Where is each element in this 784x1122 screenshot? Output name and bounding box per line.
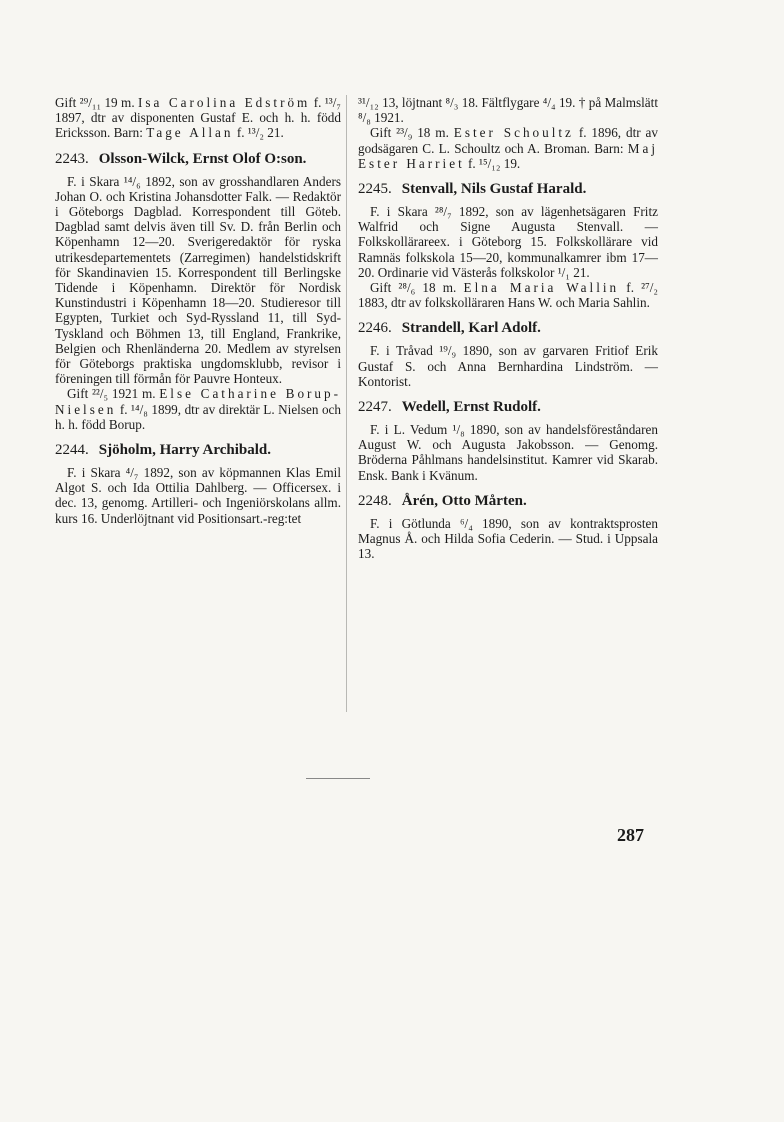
left-column [55, 95, 341, 526]
right-column [358, 95, 658, 561]
entry-number: 2243. [55, 150, 89, 167]
entry-heading [55, 442, 341, 459]
marriage-text: Gift ²⁸/₆ 18 m. [370, 280, 464, 296]
entry-biography: F. i Skara ¹⁴/₆ 1892, son av grosshandlaren Anders Johan O. och Kristina Johansdotter Falk. — Redaktör i Göteborgs Dagblad. Korrespondent till Göteb. Dagblad samt delvis även till Sv. D. från Berlin och Köpenhamn 12—20. Sverigeredaktör för ryska utrikesdepartementets (Zarregimen) handelstidskrift för Skandinavien 15. Korrespondent till Berlingske Tidende i Köpenhamn. Direktör för Nordisk Kunstindustri i Köpenhamn 18—20. Studieresor till Egypten, Turkiet och Syd-Ryssland 11, till Syd-Tyskland och Böhmen 13, till England, Frankrike, Belgien och Rhenländerna 20. Medlem av styrelsen för Göteborgs praktiska ungdomsklubb, revisor i föreningen till förmån för Pauvre Honteux. [55, 173, 341, 387]
entry-number: 2248. [358, 492, 392, 509]
entry-heading [358, 493, 658, 510]
marriage-paragraph [358, 280, 658, 310]
spouse-name: Else Catharine Borup-Nielsen [55, 386, 342, 417]
marriage-text: Gift ²³/₉ 18 m. [370, 125, 454, 141]
marriage-text: f. ²⁷/₂ 1883, dtr av folkskolläraren Hans W. och Maria Sahlin. [358, 280, 658, 311]
entry-number: 2247. [358, 399, 392, 416]
marriage-text: f. ¹³/₂ 21. [233, 125, 284, 141]
child-name: Tage Allan [146, 125, 234, 141]
entry-biography: F. i Tråvad ¹⁹/₉ 1890, son av garvaren Fritiof Erik Gustaf S. och Anna Bernhardina Lindström. — Kontorist. [358, 343, 658, 389]
entry-biography: F. i L. Vedum ¹/₈ 1890, son av handelsföreståndaren August W. och Augusta Jakobsson. — Genomg. Bröderna Påhlmans handelsinstitut. Kamrer vid Skarab. Ensk. Bank i Kvänum. [358, 422, 658, 483]
spouse-name: Ester Schoultz [453, 125, 574, 141]
marriage-text: f. ¹⁵/₁₂ 19. [464, 155, 521, 171]
entry-number: 2245. [358, 181, 392, 198]
spouse-name: Elna Maria Wallin [463, 280, 620, 296]
child-name: Maj Ester Harriet [358, 140, 658, 171]
marriage-paragraph [55, 95, 341, 141]
entry-heading [55, 151, 341, 168]
entry-name: Olsson-Wilck, Ernst Olof O:son. [98, 150, 307, 167]
entry-name: Strandell, Karl Adolf. [401, 320, 541, 337]
entry-heading [358, 399, 658, 416]
marriage-paragraph [358, 125, 658, 171]
marriage-text: f. ¹³/₇ 1897, dtr av disponenten Gustaf E. och h. h. född Ericksson. Barn: [55, 95, 341, 141]
column-divider [346, 95, 347, 712]
entry-name: Sjöholm, Harry Archibald. [98, 442, 271, 459]
entry-biography: F. i Skara ⁴/₇ 1892, son av köpmannen Klas Emil Algot S. och Ida Ottilia Dahlberg. — Officersex. i dec. 13, genomg. Artilleri- och Ingeniörskolans allm. kurs 16. Underlöjtnant vid Positionsart.-reg:tet [55, 465, 341, 526]
entry-biography: F. i Götlunda ⁶/₄ 1890, son av kontraktsprosten Magnus Å. och Hilda Sofia Cederin. — Stud. i Uppsala 13. [358, 515, 658, 562]
spouse-name: Isa Carolina Edström [138, 95, 311, 110]
entry-number: 2244. [55, 442, 89, 459]
entry-heading [358, 320, 658, 337]
marriage-text: f. ¹⁴/₈ 1899, dtr av direktär L. Nielsen och h. h. född Borup. [55, 401, 341, 432]
entry-number: 2246. [358, 320, 392, 337]
marriage-text: f. 1896, dtr av godsägaren C. L. Schoultz och A. Broman. Barn: [358, 125, 658, 156]
marriage-text: Gift ²⁹/₁₁ 19 m. [55, 95, 139, 110]
marriage-paragraph [55, 386, 341, 432]
entry-name: Årén, Otto Mårten. [401, 492, 527, 509]
marriage-text: Gift ²²/₅ 1921 m. [67, 386, 160, 402]
section-end-rule [306, 778, 370, 779]
page-number: 287 [617, 825, 644, 845]
entry-biography: F. i Skara ²⁸/₇ 1892, son av lägenhetsägaren Fritz Walfrid och Signe Augusta Stenvall. — Folkskollärareex. i Göteborg 15. Folkskollärare vid Ramnäs folkskola 15—20, kommunalkamrer ibm 17—20. Ordinarie vid Västerås folkskolor ¹/₁ 21. [358, 204, 658, 280]
entry-biography: ³¹/₁₂ 13, löjtnant ⁸/₃ 18. Fältflygare ⁴/₄ 19. † på Malmslätt ⁸/₈ 1921. [358, 95, 658, 126]
entry-name: Wedell, Ernst Rudolf. [401, 399, 541, 416]
entry-name: Stenvall, Nils Gustaf Harald. [401, 181, 587, 198]
entry-heading [358, 181, 658, 198]
